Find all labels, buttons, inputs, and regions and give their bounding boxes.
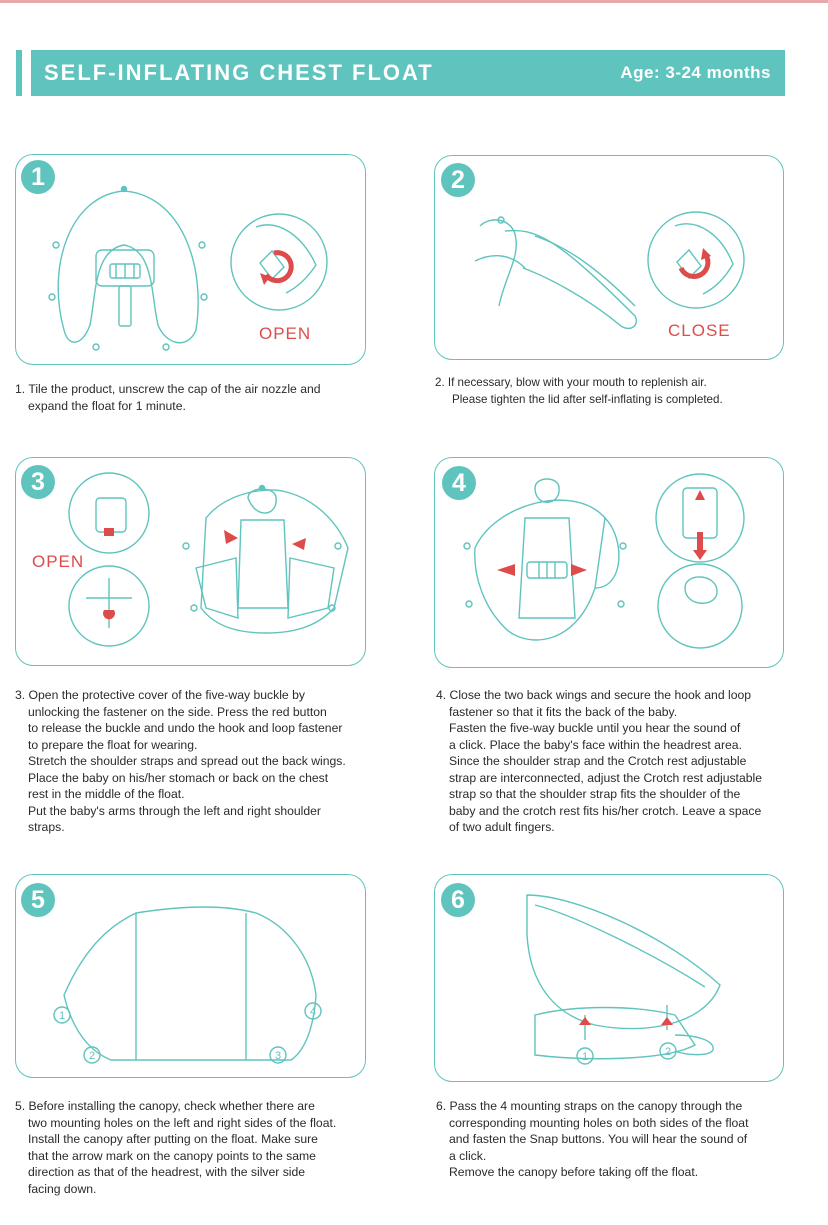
canopy-strap-marker-2: 2	[664, 1046, 672, 1058]
step-6-line-2: corresponding mounting holes on both sides of the float	[449, 1115, 749, 1130]
step-5-line-1: 5. Before installing the canopy, check whether there are	[15, 1099, 315, 1113]
float-open-illustration	[16, 155, 367, 366]
step-5-badge: 5	[21, 883, 55, 917]
step-2-description	[435, 375, 795, 408]
step-2-badge: 2	[441, 163, 475, 197]
page-title: SELF-INFLATING CHEST FLOAT	[44, 60, 434, 85]
step-3-open-label: OPEN	[32, 552, 85, 571]
step-3-line-6: Place the baby on his/her stomach or back on the chest	[28, 770, 329, 785]
step-4-line-6: strap are interconnected, adjust the Crotch rest adjustable	[449, 770, 762, 785]
step-6-line-4: a click.	[449, 1148, 487, 1163]
step-3-line-9: straps.	[28, 820, 65, 834]
step-6-badge: 6	[441, 883, 475, 917]
header-accent-bar	[16, 50, 22, 96]
step-1-open-label: OPEN	[259, 324, 312, 343]
step-3-panel	[15, 457, 366, 666]
step-6-description	[436, 1098, 821, 1181]
step-5-line-2: two mounting holes on the left and right sides of the float.	[28, 1115, 337, 1130]
step-1-description	[15, 381, 375, 414]
step-3-line-7: rest in the middle of the float.	[28, 787, 185, 801]
step-4-line-9: of two adult fingers.	[449, 820, 555, 834]
step-5-panel	[15, 874, 366, 1078]
step-6-line-1: 6. Pass the 4 mounting straps on the canopy through the	[436, 1099, 743, 1113]
canopy-strap-marker-1: 1	[581, 1051, 589, 1063]
blow-close-illustration	[435, 156, 785, 361]
top-border	[0, 0, 828, 3]
step-2-line-2: Please tighten the lid after self-inflating is completed.	[452, 392, 723, 406]
step-3-line-2: unlocking the fastener on the side. Press the red button	[28, 704, 327, 719]
step-4-line-1: 4. Close the two back wings and secure the hook and loop	[436, 688, 752, 702]
step-1-panel	[15, 154, 366, 365]
step-5-line-3: Install the canopy after putting on the float. Make sure	[28, 1132, 318, 1146]
step-5-line-5: direction as that of the headrest, with the silver side	[28, 1165, 306, 1179]
canopy-flat-illustration	[16, 875, 367, 1079]
canopy-marker-2: 2	[88, 1050, 96, 1062]
step-4-panel	[434, 457, 784, 668]
step-1-line-2: expand the float for 1 minute.	[28, 398, 186, 413]
step-4-line-5: Since the shoulder strap and the Crotch rest adjustable	[449, 754, 747, 768]
step-2-panel	[434, 155, 784, 360]
step-3-description	[15, 687, 400, 836]
canopy-marker-1: 1	[58, 1010, 66, 1022]
step-6-line-5: Remove the canopy before taking off the float.	[449, 1165, 699, 1179]
step-1-line-1: 1. Tile the product, unscrew the cap of the air nozzle and	[15, 382, 321, 396]
step-4-line-3: Fasten the five-way buckle until you hear the sound of	[449, 721, 741, 735]
close-wings-illustration	[435, 458, 785, 669]
step-4-line-2: fastener so that it fits the back of the baby.	[449, 704, 678, 719]
step-5-description	[15, 1098, 400, 1197]
step-3-line-5: Stretch the shoulder straps and spread out the back wings.	[28, 754, 346, 768]
step-4-description	[436, 687, 821, 836]
canopy-marker-4: 4	[309, 1006, 317, 1018]
canopy-installed-illustration	[435, 875, 785, 1083]
step-3-badge: 3	[21, 465, 55, 499]
step-4-line-8: baby and the crotch rest fits his/her crotch. Leave a space	[449, 803, 762, 818]
step-3-line-1: 3. Open the protective cover of the five-way buckle by	[15, 688, 305, 702]
canopy-marker-3: 3	[274, 1050, 282, 1062]
step-1-badge: 1	[21, 160, 55, 194]
step-3-line-4: to prepare the float for wearing.	[28, 737, 198, 752]
step-4-line-7: strap so that the shoulder strap fits the shoulder of the	[449, 787, 741, 801]
step-5-line-4: that the arrow mark on the canopy points to the same	[28, 1148, 316, 1163]
page-header	[31, 50, 785, 96]
step-5-line-6: facing down.	[28, 1181, 97, 1196]
step-6-panel	[434, 874, 784, 1082]
step-3-line-8: Put the baby's arms through the left and right shoulder	[28, 803, 321, 818]
step-2-close-label: CLOSE	[668, 321, 731, 340]
step-6-line-3: and fasten the Snap buttons. You will hear the sound of	[449, 1132, 748, 1146]
age-range: Age: 3-24 months	[620, 63, 771, 82]
step-2-line-1: 2. If necessary, blow with your mouth to replenish air.	[435, 376, 707, 389]
step-4-line-4: a click. Place the baby's face within the headrest area.	[449, 737, 742, 752]
step-3-line-3: to release the buckle and undo the hook and loop fastener	[28, 721, 343, 735]
step-4-badge: 4	[442, 466, 476, 500]
